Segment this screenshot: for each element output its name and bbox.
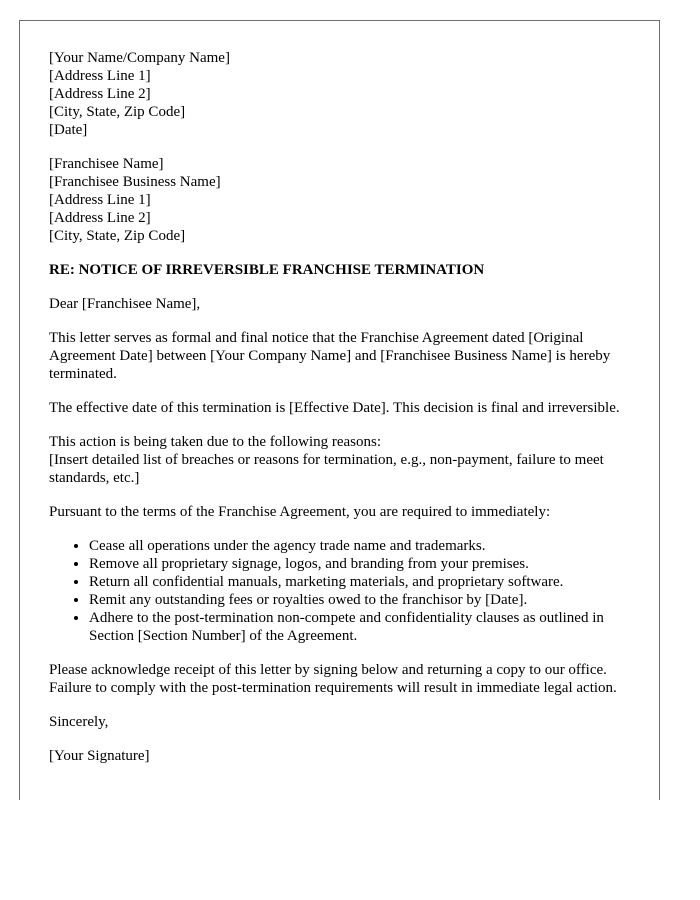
signature-placeholder: [Your Signature] xyxy=(49,748,150,764)
recipient-address-line-2: [Address Line 2] xyxy=(49,210,151,226)
requirements-intro: Pursuant to the terms of the Franchise Agreement, you are required to immediately: xyxy=(49,504,551,520)
sender-address-line-2: [Address Line 2] xyxy=(49,86,151,102)
letter-page xyxy=(19,20,660,800)
salutation: Dear [Franchisee Name], xyxy=(49,296,201,312)
letter-body xyxy=(49,49,639,781)
recipient-address-block xyxy=(49,155,639,245)
sender-address-block xyxy=(49,49,639,139)
list-item: • Cease all operations under the agency trade name and trademarks. xyxy=(89,537,639,555)
letter-date: [Date] xyxy=(49,122,88,138)
list-item: • Remit any outstanding fees or royalties owed to the franchisor by [Date]. xyxy=(89,591,639,609)
termination-notice-paragraph: This letter serves as formal and final notice that the Franchise Agreement dated [Original Agreement Date] between [Your Company Name] and [Franchisee Business Name] is hereby terminated. xyxy=(49,330,611,382)
reasons-detail: [Insert detailed list of breaches or reasons for termination, e.g., non-payment, failure to meet standards, etc.] xyxy=(49,452,604,486)
signoff: Sincerely, xyxy=(49,714,109,730)
reasons-intro: This action is being taken due to the following reasons: xyxy=(49,434,382,450)
recipient-name: [Franchisee Name] xyxy=(49,156,164,172)
reasons-paragraph xyxy=(49,433,639,487)
recipient-business-name: [Franchisee Business Name] xyxy=(49,174,221,190)
recipient-city-state-zip: [City, State, Zip Code] xyxy=(49,228,186,244)
sender-city-state-zip: [City, State, Zip Code] xyxy=(49,104,186,120)
list-item: • Adhere to the post-termination non-compete and confidentiality clauses as outlined in Section [Section Number] of the Agreement. xyxy=(89,609,639,645)
effective-date-paragraph: The effective date of this termination is [Effective Date]. This decision is final and irreversible. xyxy=(49,400,620,416)
list-item: • Remove all proprietary signage, logos, and branding from your premises. xyxy=(89,555,639,573)
list-item: • Return all confidential manuals, marketing materials, and proprietary software. xyxy=(89,573,639,591)
recipient-address-line-1: [Address Line 1] xyxy=(49,192,151,208)
sender-address-line-1: [Address Line 1] xyxy=(49,68,151,84)
requirements-list xyxy=(49,537,639,645)
closing-paragraph: Please acknowledge receipt of this letter by signing below and returning a copy to our office. Failure to comply with the post-termination requirements will result in immediate legal action. xyxy=(49,662,617,696)
subject-line: RE: NOTICE OF IRREVERSIBLE FRANCHISE TERMINATION xyxy=(49,262,485,278)
sender-name: [Your Name/Company Name] xyxy=(49,50,230,66)
